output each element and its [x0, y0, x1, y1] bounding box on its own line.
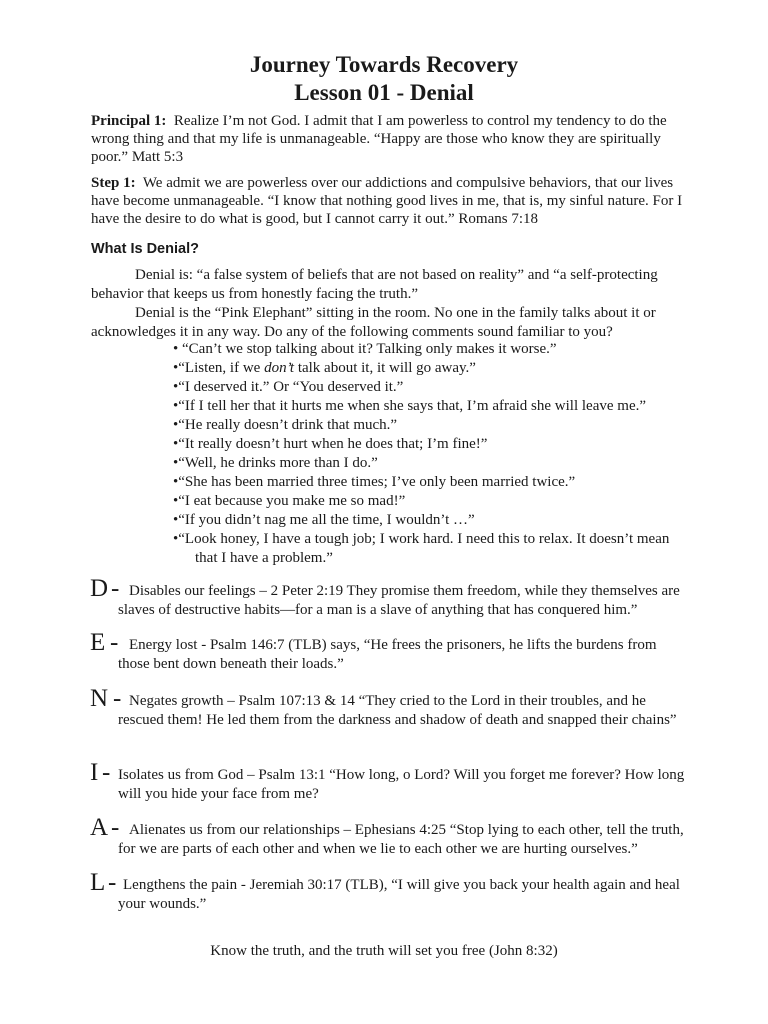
acronym-letter: L: [90, 869, 106, 896]
list-item: •“I deserved it.” Or “You deserved it.”: [173, 379, 404, 395]
acronym-text: [118, 766, 690, 804]
acronym-item-l: [90, 869, 690, 914]
list-item: [173, 359, 693, 378]
step-paragraph: [91, 174, 691, 228]
acronym-description: Negates growth – Psalm 107:13 & 14 “They cried to the Lord in their troubles, and he rescued them! He led them from the darkness and shadow of death and snapped their chains”: [118, 693, 677, 728]
list-item: [173, 530, 693, 568]
acronym-letter: E: [90, 629, 106, 656]
acronym-letter: A: [90, 814, 109, 841]
acronym-item-i: [90, 759, 690, 804]
list-item-continuation: that I have a problem.”: [195, 550, 333, 566]
acronym-dash: -: [108, 869, 117, 896]
list-item: •“She has been married three times; I’ve only been married twice.”: [173, 474, 576, 490]
acronym-letter: I: [90, 759, 99, 786]
principal-label: Principal 1:: [91, 113, 167, 129]
list-item: •“Well, he drinks more than I do.”: [173, 455, 378, 471]
acronym-description: Isolates us from God – Psalm 13:1 “How long, o Lord? Will you forget me forever? How long will you hide your face from me?: [118, 767, 685, 802]
footer-verse: Know the truth, and the truth will set you free (John 8:32): [210, 943, 558, 959]
list-item-text: •“Look honey, I have a tough job; I work hard. I need this to relax. It doesn’t mean: [173, 531, 670, 547]
acronym-item-a: [90, 814, 690, 859]
lesson-title: Lesson 01 - Denial: [294, 80, 474, 105]
principal-paragraph: [91, 112, 691, 166]
acronym-description: Lengthens the pain - Jeremiah 30:17 (TLB), “I will give you back your health again and heal your wounds.”: [118, 877, 680, 912]
acronym-dash: -: [110, 629, 119, 656]
document-title: Journey Towards Recovery: [249, 52, 519, 77]
acronym-dash: -: [113, 685, 122, 712]
acronym-dash: -: [102, 759, 111, 786]
list-item: •“It really doesn’t hurt when he does that; I’m fine!”: [173, 436, 488, 452]
section-heading: What Is Denial?: [91, 241, 199, 257]
acronym-description: Alienates us from our relationships – Ephesians 4:25 “Stop lying to each other, tell the truth, for we are parts of each other and when we lie to each other we are hurting ourselves.”: [118, 822, 684, 857]
list-item: •“If I tell her that it hurts me when she says that, I’m afraid she will leave me.”: [173, 398, 647, 414]
acronym-item-d: [90, 575, 690, 620]
list-item-text: •“Listen, if we don’t talk about it, it will go away.”: [173, 360, 476, 376]
denial-paragraph-2: Denial is the “Pink Elephant” sitting in the room. No one in the family talks about it or acknowledges it in any way. Do any of the following comments sound familiar to you?: [91, 305, 656, 340]
step-text: We admit we are powerless over our addictions and compulsive behaviors, that our lives have become unmanageable. “I know that nothing good lives in me, that is, my sinful nature. For I have the desire to do what is good, but I cannot carry it out.” Romans 7:18: [91, 175, 683, 227]
denial-definition: [91, 266, 691, 342]
list-item: • “Can’t we stop talking about it? Talking only makes it worse.”: [173, 341, 557, 357]
acronym-text: [118, 876, 690, 914]
familiar-comments-list: [173, 340, 693, 568]
acronym-item-n: [90, 685, 690, 730]
acronym-text: [118, 821, 690, 859]
acronym-letter: D: [90, 575, 109, 602]
denial-paragraph-1: Denial is: “a false system of beliefs that are not based on reality” and “a self-protecting behavior that keeps us from honestly facing the truth.”: [91, 267, 658, 302]
principal-text: Realize I’m not God. I admit that I am powerless to control my tendency to do the wrong thing and that my life is unmanageable. “Happy are those who know they are spiritually poor.” Matt 5:3: [91, 113, 667, 165]
acronym-description: Disables our feelings – 2 Peter 2:19 They promise them freedom, while they themselves are slaves of destructive habits—for a man is a slave of anything that has conquered him.”: [118, 583, 680, 618]
acronym-text: [118, 636, 690, 674]
acronym-text: [118, 582, 690, 620]
step-label: Step 1:: [91, 175, 136, 191]
acronym-dash: -: [111, 814, 120, 841]
list-item: •“He really doesn’t drink that much.”: [173, 417, 398, 433]
acronym-description: Energy lost - Psalm 146:7 (TLB) says, “He frees the prisoners, he lifts the burdens from those bent down beneath their loads.”: [118, 637, 657, 672]
list-item: •“If you didn’t nag me all the time, I wouldn’t …”: [173, 512, 475, 528]
list-item: •“I eat because you make me so mad!”: [173, 493, 406, 509]
acronym-letter: N: [90, 685, 109, 712]
acronym-dash: -: [111, 575, 120, 602]
acronym-text: [118, 692, 690, 730]
acronym-item-e: [90, 629, 690, 674]
